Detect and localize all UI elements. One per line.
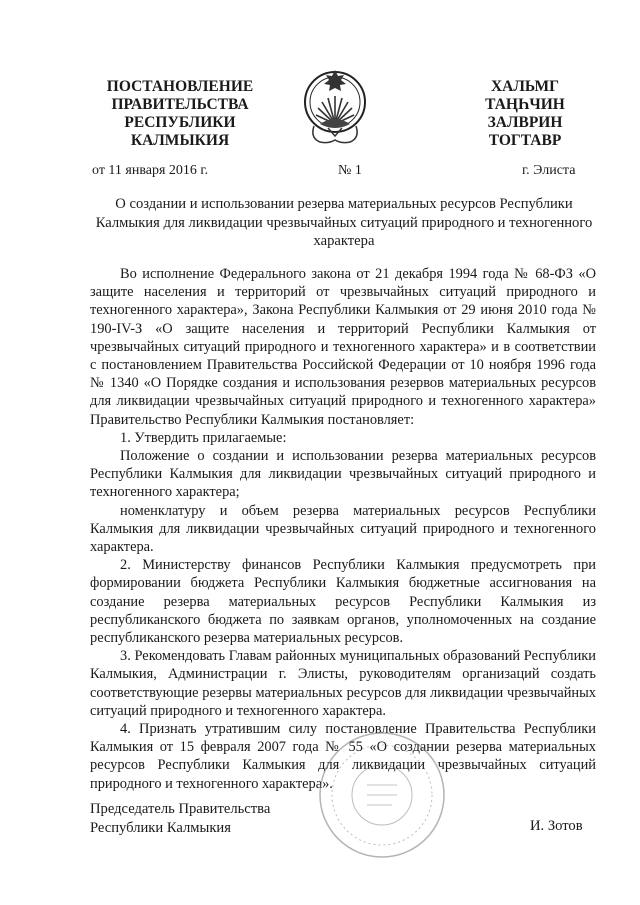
signatory-position-line: Председатель Правительства xyxy=(90,801,271,817)
official-stamp-icon xyxy=(312,725,452,865)
kalmykia-coat-of-arms-icon xyxy=(300,62,370,148)
header-left-line: ПРАВИТЕЛЬСТВА xyxy=(111,96,249,113)
body-paragraph: 4. Признать утратившим силу постановление Правительства Республики Калмыкия от 15 февраля 2007 года № 55 «О создании резерва материальных ресурсов Республики Калмыкия для ликвидации чрезвычайных ситуаций природного и техногенного характера». xyxy=(90,721,596,792)
header-right-kalmyk xyxy=(460,78,590,150)
body-paragraph: Во исполнение Федерального закона от 21 декабря 1994 года № 68-ФЗ «О защите населения и территорий от чрезвычайных ситуаций природного и техногенного характера», Закона Республики Калмыкия от 29 июня 2010 года № 190-IV-З «О защите населения и территорий Республики Калмыкия от чрезвычайных ситуаций природного и техногенного характера» и в соответствии с постановлением Правительства Российской Федерации от 10 ноября 1996 года № 1340 «О Порядке создания и использования резервов материальных ресурсов для ликвидации чрезвычайных ситуаций природного и техногенного характера» Правительство Республики Калмыкия постановляет: xyxy=(90,266,596,428)
header-left-line: РЕСПУБЛИКИ xyxy=(124,114,236,131)
header-right-line: ХАЛЬМГ xyxy=(490,78,560,95)
header-left-line: ПОСТАНОВЛЕНИЕ xyxy=(106,78,254,95)
body-paragraph: 1. Утвердить прилагаемые: xyxy=(120,429,287,446)
body-paragraph: 2. Министерству финансов Республики Калмыкия предусмотреть при формировании бюджета Республики Калмыкия бюджетные ассигнования на создание резерва материальных ресурсов Республики Калмыкия из республиканского бюджета по заявкам органов, уполномоченных на создание республиканского резерва материальных ресурсов. xyxy=(90,557,596,647)
header-right-line: ТОГТАВР xyxy=(488,132,562,149)
body-paragraph: номенклатуру и объем резерва материальных ресурсов Республики Калмыкия для ликвидации чрезвычайных ситуаций природного и техногенного характера. xyxy=(90,502,596,556)
document-body xyxy=(90,265,596,793)
signatory-position xyxy=(90,800,270,837)
header-left-line: КАЛМЫКИЯ xyxy=(130,132,230,149)
header-right-line: ЗАЛВРИН xyxy=(487,114,563,131)
signatory-name: И. Зотов xyxy=(530,818,583,834)
body-paragraph: Положение о создании и использовании резерва материальных ресурсов Республики Калмыкия для ликвидации чрезвычайных ситуаций природного и техногенного характера; xyxy=(90,448,596,501)
document-title: О создании и использовании резерва материальных ресурсов Республики Калмыкия для ликвидации чрезвычайных ситуаций природного и техногенного характера xyxy=(95,196,593,249)
signatory-position-line: Республики Калмыкия xyxy=(90,819,231,836)
document-number: № 1 xyxy=(338,163,362,178)
document-city: г. Элиста xyxy=(522,163,576,178)
document-date: от 11 января 2016 г. xyxy=(92,163,209,178)
header-right-line: ТАҢҺЧИН xyxy=(485,96,565,113)
body-paragraph: 3. Рекомендовать Главам районных муниципальных образований Республики Калмыкия, Администрации г. Элисты, руководителям организаций создать соответствующие резервы материальных ресурсов для ликвидации чрезвычайных ситуаций природного и техногенного характера. xyxy=(90,648,596,719)
header-left-russian xyxy=(100,78,260,150)
